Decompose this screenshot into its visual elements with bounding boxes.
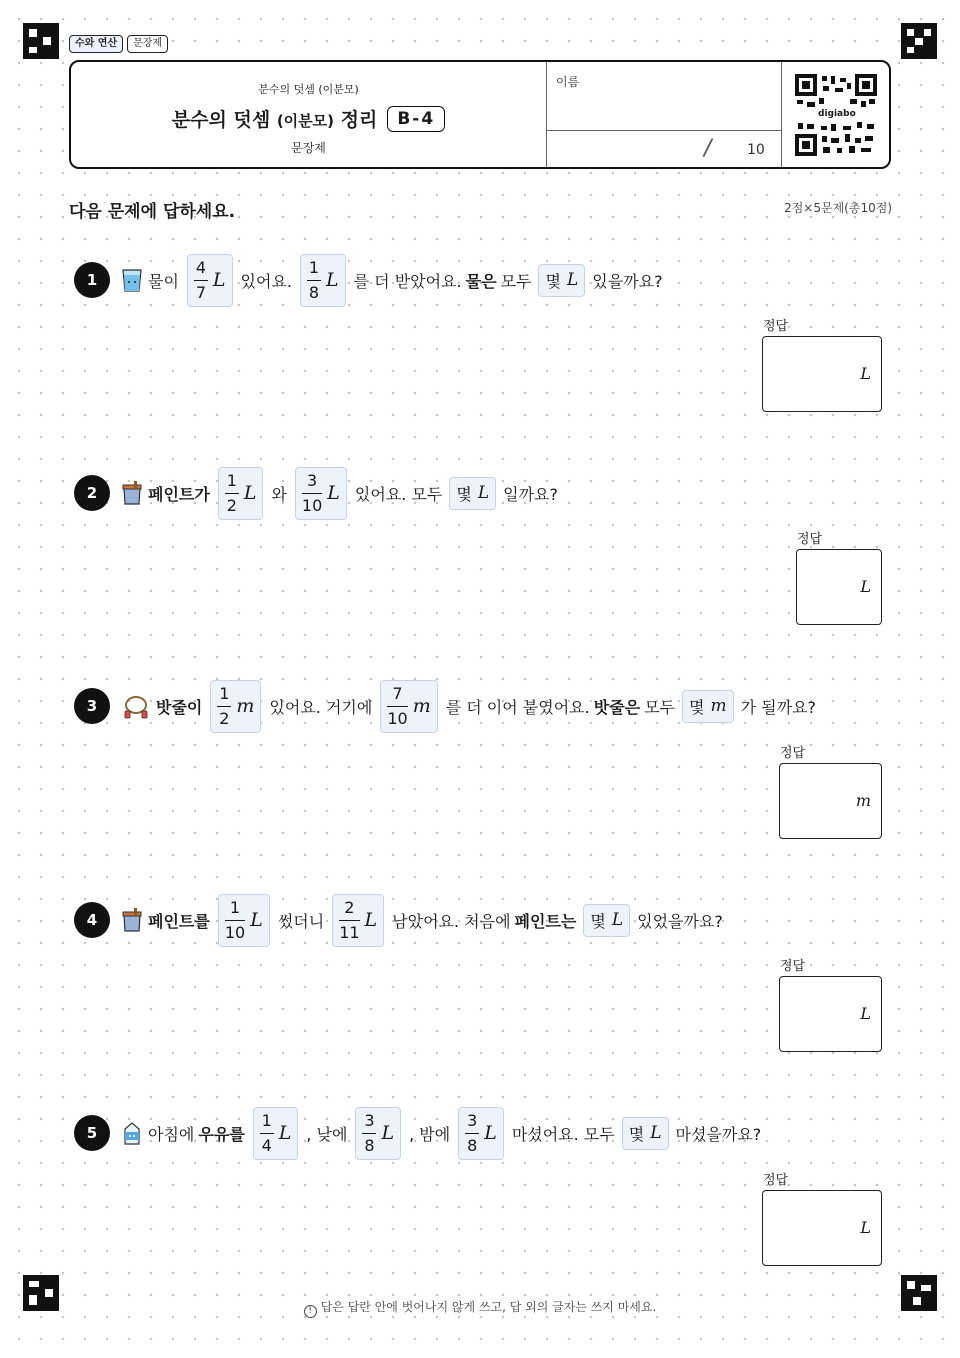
fraction-box: $\frac{3}{10}$ L [295,467,347,520]
fraction-box: $\frac{1}{2}$ m [210,680,261,733]
answer-label: 정답 [763,319,789,334]
problem-5: 5 아침에 우유를 $\frac{1}{4}$ L , 낮에 $\frac{3}{8}$ L , 밤에 $\frac{3}{8}$ L 마셨어요. 모두 몇 L 마셨을까요? [74,1103,763,1163]
question-box: 몇 L [538,264,585,297]
question-box: 몇 L [622,1117,669,1150]
worksheet-kind: 문장제 [291,141,326,155]
fraction-box: $\frac{1}{8}$ L [300,254,346,307]
instruction: 다음 문제에 답하세요. [69,202,236,222]
problem-2: 2 페인트가 $\frac{1}{2}$ L 와 $\frac{3}{10}$ L 있어요. 모두 몇 L 일까요? [74,463,560,523]
fraction-box: $\frac{1}{10}$ L [218,894,270,947]
answer-box-5[interactable]: L [762,1190,882,1266]
answer-label: 정답 [780,959,806,974]
info-icon: ! [304,1305,317,1318]
corner-marker-top-left [23,23,59,59]
fraction-box: $\frac{1}{4}$ L [253,1107,299,1160]
jump-rope-icon [120,693,152,719]
score-slash: / [704,136,712,161]
tag-subject: 수와 연산 [69,35,123,53]
fraction-box: $\frac{3}{8}$ L [355,1107,401,1160]
water-cup-icon [120,267,144,293]
answer-label: 정답 [763,1173,789,1188]
name-label: 이름 [556,75,580,89]
paint-bucket-icon [120,907,144,933]
problem-1: 1 물이 $\frac{4}{7}$ L 있어요. $\frac{1}{8}$ L 를 더 받았어요. 물은 모두 몇 L 있을까요? [74,250,665,310]
qr-label: digiabo [818,109,856,119]
problem-number: 5 [74,1115,110,1151]
question-box: 몇 m [682,690,734,723]
fraction-box: $\frac{1}{2}$ L [218,467,264,520]
problem-number: 4 [74,902,110,938]
problem-number: 2 [74,475,110,511]
question-box: 몇 L [449,477,496,510]
fraction-box: $\frac{7}{10}$ m [380,680,437,733]
points-note: 2점×5문제(총10점) [784,201,892,215]
fraction-box: $\frac{4}{7}$ L [187,254,233,307]
worksheet-title: 분수의 덧셈 (이분모) 정리 [171,109,378,131]
qr-code-icon [795,74,877,156]
problem-4: 4 페인트를 $\frac{1}{10}$ L 썼더니 $\frac{2}{11}$ L 남았어요. 처음에 페인트는 몇 L 있었을까요? [74,890,725,950]
fraction-box: $\frac{3}{8}$ L [458,1107,504,1160]
answer-box-1[interactable]: L [762,336,882,412]
score-total: 10 [747,142,765,158]
answer-label: 정답 [797,532,823,547]
name-score-area [546,62,782,167]
worksheet-code: B-4 [387,106,445,132]
corner-marker-top-right [901,23,937,59]
tag-type: 문장제 [127,35,168,53]
worksheet-subtitle: 분수의 덧셈 (이분모) [258,83,359,96]
problem-number: 1 [74,262,110,298]
milk-carton-icon [120,1120,144,1146]
problem-number: 3 [74,688,110,724]
footer-text: 답은 답란 안에 벗어나지 않게 쓰고, 답 외의 글자는 쓰지 마세요. [320,1300,657,1314]
footer-note [0,1298,960,1318]
paint-bucket-icon [120,480,144,506]
problem-3: 3 밧줄이 $\frac{1}{2}$ m 있어요. 거기에 $\frac{7}{10}$ m 를 더 이어 붙였어요. 밧줄은 모두 몇 m 가 될까요? [74,676,818,736]
question-box: 몇 L [583,904,630,937]
answer-label: 정답 [780,746,806,761]
fraction-box: $\frac{2}{11}$ L [332,894,384,947]
title-area [71,62,546,167]
category-tags [69,35,168,53]
answer-box-4[interactable]: L [779,976,882,1052]
answer-box-2[interactable]: L [796,549,882,625]
answer-box-3[interactable]: m [779,763,882,839]
worksheet-header [69,60,891,169]
